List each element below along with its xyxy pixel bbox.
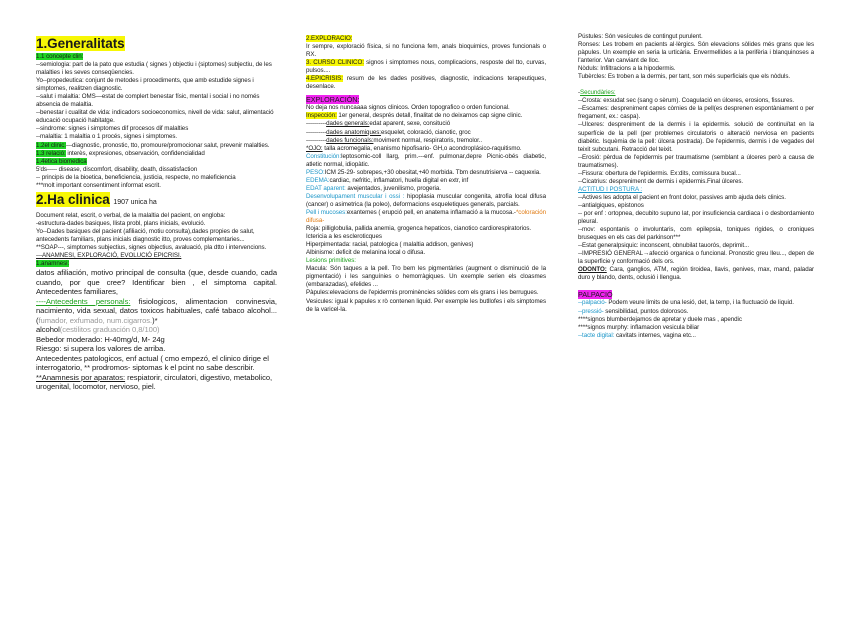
macula-text: Macula: Són taques a la pell. Tro bem les pigmentàries (augment o disminució de la pigmentació) i les sanguínies o hemorràgiques. Un exemple serien els cloasmes (embarazadas), efelides ... xyxy=(306,265,546,289)
antecedents-personals: ----Antecedents personals: fisiologicos, alimentacion convinesvia, nacimiento, vida sexual, datos toxicos habituales, café tabaco alcohol...(fumador, exfumado, num.cigarros.)* xyxy=(36,296,277,325)
dades-line: ----------dades funcionals:moviment normal, respiratoris, tremolor.. xyxy=(306,136,483,144)
constitucion-line: Constitución:leptosomic-coll llarg, prim.---enf. pulmonar,depre Picnic-obés diabetic, atletic normal, idiopàtic. xyxy=(306,152,546,168)
text-line: Pàpules:elevacions de l'epidermis prominències sòlides com els grans i les berrugues. xyxy=(306,289,539,297)
relation-line: 1.3 relació: interès, expresiones, observación, confidencialidad xyxy=(36,149,205,157)
anamnesi-text: datos afiliación, motivo principal de consulta (que, desde cuando, cada cuando, por que cree? Identificar bien , el simptoma capital. Antecedentes familiares, xyxy=(36,268,277,297)
anamnesi-summary-line: ---ANAMNESI, EXPLORACIÓ, EVOLUCIÓ EPICRISI. xyxy=(36,252,182,260)
text-line: Ronses: Les trobem en pacients al·lèrgics. Són elevacions sòlides més grans que les pàpules. Un exemple en seria la urticària. Envermellides a la perifèria i blanquinoses a l'anterior. Van canviant de lloc. xyxy=(578,41,814,65)
text-line: --sindrome: signes i simptomes dif procesos dif malalties xyxy=(36,125,189,133)
actitud-heading: ACTITUD I POSTURA : xyxy=(578,185,643,193)
blumberg-line: ****signos blumberdejamos de apretar y duele mas , apendic xyxy=(578,315,742,323)
section-title-historia-clinica: 2.Ha clinica 1907 unica ha xyxy=(36,191,157,207)
text-line: Pústules: Són vesícules de contingut purulent. xyxy=(578,33,703,40)
text-line: Document relat, escrit, o verbal, de la malaltia del pacient, on engloba: xyxy=(36,211,226,219)
palpacio-heading: PALPACIÓ xyxy=(578,290,613,300)
text-line: Yo--Dades basiques del pacient (afiliació, motiu consulta),dades propies de salut, antecedents familiars, plans inicials diagnostic itto, proves complementaries... xyxy=(36,227,255,243)
text-line: --Erosió: pèrdua de l'epidermis per traumatisme (semblant a úlceres però a causa de traumatismes). xyxy=(578,153,814,169)
column-3 xyxy=(578,33,814,632)
section-title-generalitats: 1.Generalitats xyxy=(36,36,125,51)
exploracion-intro: No deja nos nuncaaaa signos clinicos. Orden topografico o orden funcional. xyxy=(306,104,510,112)
concept-heading: 1.1 concepte clin: xyxy=(36,53,84,60)
text-line: --Escames: despreniment capes còrnies de la pell(es desprenen espontàniament o per fregament, ex.: caspa). xyxy=(578,105,814,121)
text-line: Albinisme: deficit de melanina local o difusa. xyxy=(306,249,426,257)
text-line: --Crosta: exsudat sec (sang o sèrum). Coagulació en úlceres, erosions, fissures. xyxy=(578,97,795,105)
text-line: --benestar i cualitat de vida: indicadors socioeconomics, nivell de vida: salut, alimentació educació ocupació habitatge. xyxy=(36,109,274,125)
text-line: Nòduls: Infiltracions a la hipodermis. xyxy=(578,65,676,73)
text-line: **SOAP---, simptomes subjectius, signes objectius, avaluació, pla dtto i intervencions. xyxy=(36,243,267,251)
text-line: --salut i malaltia: OMS—estat de complert benestar físic, mental i social i no només absencia de malaltia. xyxy=(36,93,260,109)
dades-line: ----------dades anatomiques:esquelet, coloració, cianotic, groc xyxy=(306,128,471,136)
desenvolupament-line: Desenvolupament muscular i ossi : hipoplasia muscular congenita, atrofia local difusa (cancer) o asimetrica (la poleo), deformacions esqueletiques generals, parcials. xyxy=(306,192,546,208)
alcohol-line: alcohol(cestilitos graduación 0,8/100) xyxy=(36,325,160,335)
odonto-line: ODONTO: Cara, ganglios, ATM, región tiroidea, llavis, genives, max, mand, paladar duro y blando, dents, oclusió i llengua. xyxy=(578,266,814,282)
column-1 xyxy=(36,36,277,635)
text-line: Roja: pilliglobulia, pallida anemia, grogenca hepaticos, cianotico cardiorespiratorios. xyxy=(306,225,532,233)
text-line: --Estat generalpsiquic: inconscent, obnubilat tauorós, deprimit... xyxy=(578,242,750,250)
clinic-role-line: 1.2el clinic:---diagnostic, pronostic, tto, promoure/promocionar salut, prevenir malalties. xyxy=(36,141,270,149)
text-line: --mov: espontanis o involuntaris, com epilepsia, toniques rigides, o croniques bruseques en els cas del parkinson*** xyxy=(578,226,814,242)
text-line: --Ulceres: despreniment de la dermis i la epidermis. solució de continuïtat en la superfície de la pell (per problemes circulatoris o alteració nerviosa en pacients diabètic. Isquèmia de la pell: úlcera postrada). De l'epidermis, dermis i de vegades del teixit subcutani. Retracció del teixit. xyxy=(578,121,814,153)
inspeccion-line: Inspección: 1er general, després detall, finalitat de no deixarnos cap signe clinic. xyxy=(306,112,523,120)
edat-line: EDAT aparent: avejentados, juvenilismo, progeria. xyxy=(306,184,441,192)
edema-line: EDEMA:cardiac, nefritic, inflamatori, huella digital en extr, inf xyxy=(306,176,469,184)
murphy-line: ****signos murphy: inflamacion vesicula biliar xyxy=(578,323,700,331)
text-line: Antecedentes patologicos, enf actual ( cmo empezó, el clinico dirige el interrogatorio, ** prodromos- siptomas k el pcint no sabe describir. xyxy=(36,353,269,373)
text-line: --semiologia: part de la pato que estudia ( signes ) objectiu i (siptomes) subjectiu, de les malalties i les seves conseqüencies. xyxy=(36,61,272,77)
text-line: --Fissura: obertura de l'epidermis. Ex:dits, comissura bucal... xyxy=(578,169,741,177)
exploracio-paragraph: 2.EXPLORACIÓ: Ir sempre, exploració física, si no funciona fem, anals bioquimics, proves funcionals o RX. xyxy=(306,35,546,59)
epicrisis-paragraph: 4.EPICRISIS: resum de les dades positives, diagnostic, indicacions terapeutiques, desenlace. xyxy=(306,75,546,91)
pell-line: Pell i mucoses:exantemes ( erupció pell, en anatema inflamació a la mucosa.-*coloración difusa- xyxy=(306,208,546,225)
secundaries-heading: -Secundàries: xyxy=(578,89,616,97)
text-line: Riesgo: si supera los valores de arriba. xyxy=(36,344,166,354)
text-line: Yo--propedeutica: conjunt de metodes i procediments, que amb estudide signes i simptomes, realitzen diagnostic. xyxy=(36,77,254,93)
text-line: Vesicules: igual k papules x rò contenen liquid. Per exemple les butllofes i els simptomes de la varicel-la. xyxy=(306,297,546,313)
text-line: --malaltia: 1 malaltia o 1 procés, signes i simptomes. xyxy=(36,133,178,141)
column-2 xyxy=(306,35,546,634)
text-line: ***molt important consentiment informat escrit. xyxy=(36,181,161,189)
text-line: Hiperpimentada: racial, patologica ( malaltia addison, genives) xyxy=(306,241,474,249)
anamnesi-heading: 1.anamnesi: xyxy=(36,260,70,268)
text-line: -- por enf : ortopnea, decubito supuno lat, por insuficiencia cardiaca i o desbordamiento pleural. xyxy=(578,209,814,226)
pressio-line: --pressió- sensibilidad, puntos dolorosos. xyxy=(578,307,689,315)
text-line: --Actives les adopta el pacient en front dolor, passives amb ajuda dels clinics. xyxy=(578,193,786,201)
peso-line: PESO:ICM 25-29- sobrepes,+30 obesitat,+40 morbida. Tbm desnutrisierva -- caquexia. xyxy=(306,168,541,176)
text-line: Ictericia a les escleroticques xyxy=(306,233,382,241)
curso-clinico-paragraph: 3. CURSO CLINICO: signos i simptomes nous, complicacions, resposte del tto, curvas, pulsos.... xyxy=(306,59,546,75)
text-line: --IMPRESIÓ GENERAL→afecció organica o funcional. Pronostic greu lleu..., depen de la superficie y conformació dels ors. xyxy=(578,250,814,266)
text-line: -estructura-dades basiques, llista probl, plans inicials, evolució. xyxy=(36,219,206,227)
text-line: Bebedor moderado: H-40mg/d, M- 24g xyxy=(36,334,165,344)
text-line: Tubèrcles: Es troben a la dermis, per tant, son més superficials que els nòduls. xyxy=(578,73,791,81)
ethics-heading: 1.4etica biomedica xyxy=(36,157,87,165)
lesions-heading: Lesions primitives: xyxy=(306,257,356,265)
palpacio-line: --palpació- Podem veure limits de una lesió, det, la temp, i la fluctuació de liquid. xyxy=(578,299,794,307)
tacte-line: --tacte digital: cavitats internes, vagina etc... xyxy=(578,331,696,339)
text-line: 5'ds----- disease, discomfort, disability, death, dissatisfaction xyxy=(36,165,198,173)
anamnesis-aparatos: **Anamnesis por aparatos: respiatorir, circulatori, digestivo, metabolico, urogenital, locomotor, nervioso, piel. xyxy=(36,372,273,392)
ojo-line: *OJO: talla acromegalia, enanismo hipofisario- GH,o acondroplásico-raquitismo. xyxy=(306,144,522,152)
text-line: -- principis de la bioetica, beneficiencia, justicia, respecte, no maleficiencia xyxy=(36,173,236,181)
text-line: --Cicatrius: despreniment de dermis i epidermis.Final úlceres. xyxy=(578,177,744,185)
text-line: --antialgiques, epistonos xyxy=(578,201,644,209)
exploracion-heading: EXPLORACIÓN: xyxy=(306,95,360,105)
dades-line: ----------dades generals:edat aparent, sexe, consitució xyxy=(306,120,451,128)
